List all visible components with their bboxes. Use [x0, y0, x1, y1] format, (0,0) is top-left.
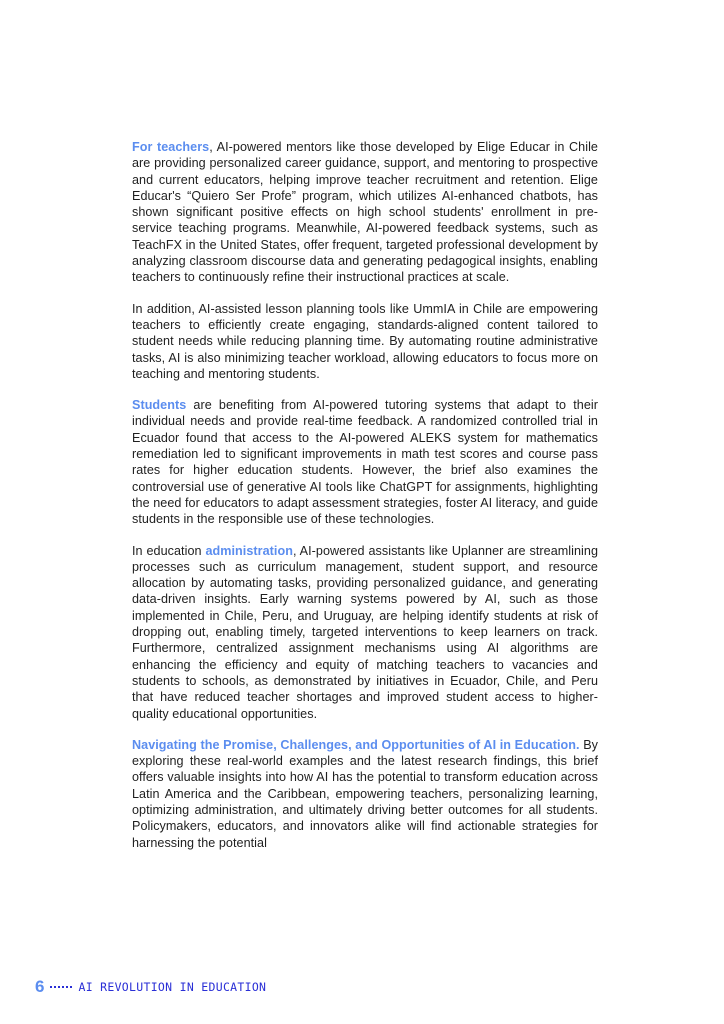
- dotted-leader-icon: [50, 986, 72, 988]
- paragraph-lesson-planning: [132, 301, 598, 382]
- highlight-navigating: Navigating the Promise, Challenges, and Opportunities of AI in Education.: [132, 737, 580, 752]
- paragraph-teachers: [132, 139, 598, 286]
- paragraph-navigating: [132, 737, 598, 851]
- paragraph-administration: [132, 543, 598, 722]
- highlight-for-teachers: For teachers: [132, 140, 210, 154]
- highlight-administration: administration: [205, 543, 293, 558]
- paragraph-text: In addition, AI-assisted lesson planning tools like UmmIA in Chile are empowering teachers to efficiently create engaging, standards-aligned content tailored to student needs while reducing planning time. By automating routine administrative tasks, AI is also minimizing teacher workload, allowing educators to focus more on teaching and mentoring students.: [132, 301, 598, 381]
- page-footer: [35, 976, 266, 998]
- paragraph-students: [132, 397, 598, 527]
- page-number: 6: [35, 977, 45, 996]
- paragraph-text: , AI-powered assistants like Uplanner are streamlining processes such as curriculum management, student support, and resource allocation by automating tasks, providing personalized guidance, and generating data-driven insights. Early warning systems powered by AI, such as those implemented in Chile, Peru, and Uruguay, are helping identify students at risk of dropping out, enabling timely, targeted interventions to keep learners on track. Furthermore, centralized assignment mechanisms using AI algorithms are enhancing the efficiency and equity of matching teachers to vacancies and students to schools, as demonstrated by initiatives in Ecuador, Chile, and Peru that have reduced teacher shortages and improved student access to higher-quality educational opportunities.: [132, 543, 598, 721]
- paragraph-text-pre: In education: [132, 543, 206, 558]
- paragraph-text: , AI-powered mentors like those developed by Elige Educar in Chile are providing personalized career guidance, support, and mentoring to prospective and current educators, helping improve teacher recruitment and retention. Elige Educar's “Quiero Ser Profe” program, which utilizes AI-enhanced chatbots, has shown significant positive effects on high school students' enrollment in pre-service teaching programs. Meanwhile, AI-powered feedback systems, such as TeachFX in the United States, offer frequent, targeted professional development by analyzing classroom discourse data and generating pedagogical insights, enabling teachers to continuously refine their instructional practices at scale.: [132, 140, 598, 285]
- paragraph-text: By exploring these real-world examples and the latest research findings, this brief offers valuable insights into how AI has the potential to transform education across Latin America and the Caribbean, empowering teachers, personalizing learning, optimizing administration, and ultimately driving better outcomes for all students. Policymakers, educators, and innovators alike will find actionable strategies for harnessing the potential: [132, 737, 598, 850]
- body-text: [132, 139, 598, 866]
- highlight-students: Students: [132, 398, 187, 413]
- running-title: AI REVOLUTION IN EDUCATION: [78, 980, 267, 994]
- paragraph-text: are benefiting from AI-powered tutoring systems that adapt to their individual needs and provide real-time feedback. A randomized controlled trial in Ecuador found that access to the AI-powered ALEKS system for mathematics remediation led to significant improvements in math test scores and course pass rates for higher education students. However, the brief also examines the controversial use of generative AI tools like ChatGPT for assignments, highlighting the need for educators to adapt assessment strategies, foster AI literacy, and guide students in the responsible use of these technologies.: [132, 398, 599, 527]
